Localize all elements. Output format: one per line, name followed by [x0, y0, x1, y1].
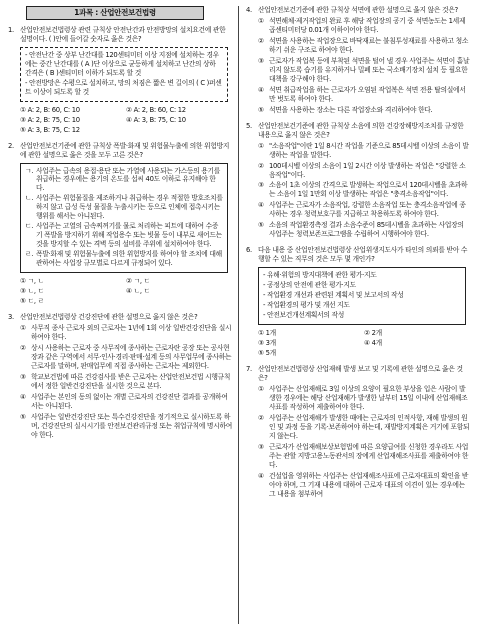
box-item: - 유해·위험의 방지대책에 관한 평가·지도 — [263, 271, 377, 280]
question-stem: 산업안전보건법령상 건강진단에 관한 설명으로 옳지 않은 것은? — [20, 313, 198, 322]
answer-option[interactable]: ① "소음작업"이란 1일 8시간 작업을 기준으로 85데시벨 이상의 소음이 발생하는 작업을 말한다. — [258, 141, 469, 159]
question-box — [20, 163, 228, 274]
right-column — [246, 6, 470, 506]
question-stem: 산업안전보건기준에 관한 규칙상 폭발·화재 및 위험물누출에 의한 위험방지에 관한 설명으로 옳은 것을 모두 고른 것은? — [20, 141, 230, 159]
box-item: - 안전보건개선계획서의 작성 — [263, 311, 345, 320]
question-2 — [8, 142, 232, 307]
answer-options — [258, 385, 470, 499]
answer-options — [20, 277, 232, 306]
answer-option[interactable]: ① 1개 — [258, 329, 276, 338]
question-1 — [8, 26, 232, 135]
answer-option[interactable]: ⑤ A: 3, B: 75, C: 12 — [20, 125, 80, 134]
answer-option[interactable]: ② A: 2, B: 60, C: 12 — [126, 105, 186, 114]
question-number: 3. — [8, 313, 14, 322]
answer-option[interactable]: ④ 석면 취급작업을 하는 근로자가 오염된 작업복은 석면 전용 탈의실에서만 벗도록 하여야 한다. — [258, 85, 466, 103]
answer-option[interactable]: ④ 4개 — [364, 339, 382, 348]
answer-option[interactable]: ② 사업주는 산업재해가 발생한 때에는 근로자의 인적사항, 재해 발생의 원인 및 과정 등을 기록·보존하여야 하는데, 재발방지계획은 거기에 포함되지 않는다. — [258, 413, 470, 440]
question-box — [20, 47, 228, 102]
box-item: - 작업환경 개선과 관련된 계획서 및 보고서의 작성 — [263, 291, 404, 300]
answer-option[interactable]: ⑤ 소음의 작업환경측정 결과 소음수준이 85데시벨을 초과하는 사업장의 사업주는 청력보존프로그램을 수립하여 시행하여야 한다. — [258, 221, 464, 239]
answer-options — [258, 142, 470, 240]
answer-option[interactable]: ② 석면을 사용하는 작업장으로 바닥재료는 불침투성재료를 사용하고 청소하기 쉬운 구조로 하여야 한다. — [258, 36, 469, 54]
question-number: 5. — [246, 121, 252, 130]
question-5 — [246, 122, 470, 240]
question-stem: 산업안전보건기준에 관한 규칙상 석면에 관한 설명으로 옳지 않은 것은? — [258, 6, 458, 14]
answer-option[interactable]: ① A: 2, B: 60, C: 10 — [20, 105, 80, 114]
question-number: 4. — [246, 6, 252, 14]
answer-option[interactable]: ① 사업주는 산업재해로 3일 이상의 요양이 필요한 부상을 입은 사람이 발생한 경우에는 해당 산업재해가 발생한 날부터 15일 이내에 산업재해조사표를 작성하여 제출하여야 한다. — [258, 384, 468, 411]
question-stem: 산업안전보건법령상 관련 규칙상 안전난간과 안전방망의 설치요건에 관한 설명이다. ( )안에 들어갈 숫자로 옳은 것은? — [20, 25, 226, 43]
answer-option[interactable]: ⑤ 사업주는 일반건강진단 또는 특수건강진단을 정기적으로 실시하도록 하며, 건강진단의 실시시기를 안전보건관리규정 또는 취업규칙에 명시하여야 한다. — [20, 412, 232, 439]
question-7 — [246, 365, 470, 499]
answer-option[interactable]: ④ A: 3, B: 75, C: 10 — [126, 115, 186, 124]
question-box — [258, 267, 466, 325]
column-divider — [238, 6, 239, 624]
answer-option[interactable]: ② 2개 — [364, 329, 382, 338]
box-item: - 안전방망은 수평으로 설치하고, 망의 처짐은 짧은 변 길이의 ( C )퍼센트 이상이 되도록 할 것 — [25, 78, 222, 96]
box-item: - 안전난간 중 상부 난간대를 120센티미터 이상 지점에 설치하는 경우에는 중간 난간대를 ( A )단 이상으로 균등하게 설치하고 난간의 상하 간격은 ( B )센티미터 이하가 되도록 할 것 — [25, 50, 219, 77]
box-item: - 작업환경의 평가 및 개선 지도 — [263, 301, 350, 310]
answer-option[interactable]: ③ A: 2, B: 75, C: 10 — [20, 115, 80, 124]
answer-option[interactable]: ⑤ 5개 — [258, 349, 276, 357]
question-4 — [246, 6, 470, 115]
answer-option[interactable]: ② 100데시벨 이상의 소음이 1일 2시간 이상 발생하는 작업은 "강렬한 소음작업"이다. — [258, 161, 466, 179]
answer-option[interactable]: ① 사무직 종사 근로자 외의 근로자는 1년에 1회 이상 일반건강진단을 실시하여야 한다. — [20, 324, 232, 342]
question-stem: 산업안전보건기준에 관한 규칙상 소음에 의한 건강장해방지조치를 규정한 내용으로 옳지 않은 것은? — [258, 121, 464, 139]
answer-options — [20, 324, 232, 440]
answer-option[interactable]: ③ ㄴ, ㄷ — [20, 287, 44, 296]
answer-option[interactable]: ③ 근로자가 작업복 등에 부착된 석면을 털어 낼 경우 사업주는 석면이 흩날리지 않도록 습기를 유지하거나 밀폐 또는 국소배기장치 설치 등 필요한 대책을 강구해야 한다. — [258, 56, 470, 83]
answer-option[interactable]: ② 상시 사용하는 근로자 중 사무직에 종사하는 근로자란 공장 또는 공사현장과 같은 구역에서 서무·인사·경리·판매·설계 등의 사무업무에 종사하는 근로자를 말하며, 판매업무에 직접 종사하는 근로자는 제외한다. — [20, 343, 232, 370]
question-stem: 다음 내용 중 산업안전보건법령상 산업위생지도사가 타인의 의뢰를 받아 수행할 수 있는 직무의 것은 모두 몇 개인가? — [258, 246, 468, 264]
box-item: ㄴ. 사업주는 위험물질을 제조하거나 취급하는 경우 적절한 방호조치를 하지 않고 급성 독성 물질을 누출시키는 등으로 인체에 접촉시키는 행위를 해서는 아니된다. — [25, 194, 223, 221]
question-number: 1. — [8, 25, 14, 34]
answer-option[interactable]: ③ 3개 — [258, 339, 276, 348]
answer-option[interactable]: ② ㄱ, ㄷ — [126, 277, 150, 286]
box-item: ㄱ. 사업주는 급속의 용접·용단 또는 가열에 사용되는 가스등의 용기를 취급하는 경우에는 용기의 온도를 섭씨 40도 이하로 유지해야 한다. — [25, 166, 221, 193]
question-number: 7. — [246, 364, 252, 373]
left-column — [8, 6, 232, 447]
answer-option[interactable]: ④ ㄴ, ㄷ — [126, 287, 150, 296]
answer-options — [258, 17, 470, 115]
answer-option[interactable]: ④ 사업주는 본인의 동의 없이는 개별 근로자의 건강진단 결과를 공개하여서는 아니된다. — [20, 392, 228, 410]
answer-option[interactable]: ③ 학교보건법에 따른 건강검사를 받은 근로자는 산업안전보건법 시행규칙에서 정한 일반건강진단을 실시한 것으로 본다. — [20, 372, 231, 390]
answer-options — [258, 329, 470, 358]
box-item: - 공정상의 안전에 관한 평가·지도 — [263, 281, 356, 290]
answer-option[interactable]: ⑤ 석면을 사용하는 장소는 다른 작업장소와 격리하여야 한다. — [258, 105, 433, 114]
box-item: ㄹ. 폭발·화재 및 위험물누출에 의한 위험방지를 하여야 할 조치에 대해 관하여는 사업장 규모별로 다르게 규정되어 있다. — [25, 250, 222, 268]
question-number: 2. — [8, 141, 14, 150]
question-6 — [246, 246, 470, 358]
answer-option[interactable]: ④ 건설업을 영위하는 사업주는 산업재해조사표에 근로자대표의 확인을 받아야 하며, 그 기재 내용에 대하여 근로자 대표의 이견이 있는 경우에는 그 내용을 첨부하여 — [258, 471, 469, 498]
question-stem: 산업안전보건법령상 산업재해 발생 보고 및 기록에 관한 설명으로 옳은 것은? — [258, 364, 463, 382]
subject-header: 1과목 : 산업안전보건법령 — [26, 6, 204, 20]
question-3 — [8, 313, 232, 440]
answer-option[interactable]: ① ㄱ, ㄴ — [20, 277, 44, 286]
question-number: 6. — [246, 246, 252, 255]
answer-option[interactable]: ① 석면해체·제거작업의 완료 후 해당 작업장의 공기 중 석면농도는 1세제곱센티미터당 0.01개 이하이어야 한다. — [258, 16, 466, 34]
answer-option[interactable]: ⑤ ㄷ, ㄹ — [20, 297, 44, 306]
answer-options — [20, 106, 232, 135]
answer-option[interactable]: ③ 소음이 1초 이상의 간격으로 발생하는 작업으로서 120데시벨을 초과하는 소음이 1일 1만회 이상 발생하는 작업은 "충격소음작업"이다. — [258, 181, 468, 199]
answer-option[interactable]: ④ 사업주는 근로자가 소음작업, 강렬한 소음작업 또는 충격소음작업에 종사하는 경우 청력보호구를 지급하고 착용하도록 하여야 한다. — [258, 201, 466, 219]
box-item: ㄷ. 사업주는 고열의 금속찌꺼기를 물로 처리하는 피트에 대하여 수증기 폭발을 방지하기 위해 작업용수 또는 빗물 등이 내부로 새어드는 것을 방지할 수 있는 격벽 등의 설비를 주위에 설치하여야 한다. — [25, 222, 222, 249]
answer-option[interactable]: ③ 근로자가 산업재해보상보험법에 따른 요양급여를 신청한 경우라도 사업주는 관할 지방고용노동관서의 장에게 산업재해조사표를 제출하여야 한다. — [258, 442, 469, 469]
